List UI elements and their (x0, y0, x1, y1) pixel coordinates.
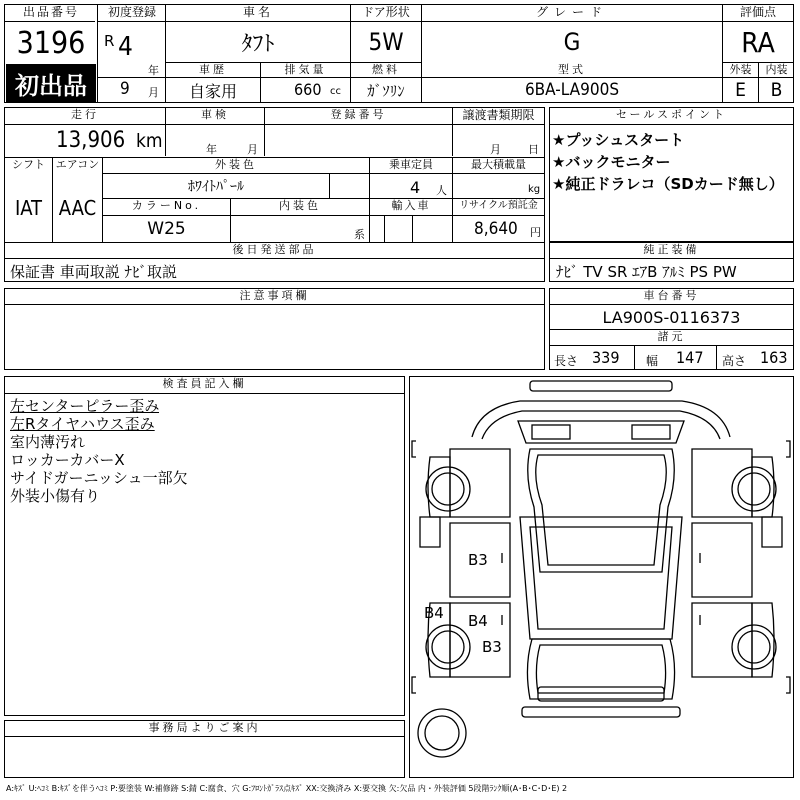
history-label: 車歴 (199, 63, 227, 76)
width-value: 147 (676, 348, 704, 367)
docs-value: 保証書 車両取説 ﾅﾋﾞ取説 (10, 263, 178, 281)
score-label: 評価点 (739, 5, 776, 19)
inspection-month-unit: 月 (247, 143, 258, 156)
notes-label: 注意事項欄 (239, 289, 310, 302)
chassis-label: 車台番号 (643, 289, 700, 302)
exterior-label: 外装 (729, 63, 752, 76)
model-label: 型式 (558, 63, 586, 76)
door-label: ドア形状 (362, 5, 410, 19)
height-label: 高さ (722, 354, 747, 368)
reg-year-unit: 年 (148, 64, 159, 77)
model-value: 6BA-LA900S (524, 80, 620, 100)
reg-year: 4 (118, 32, 133, 62)
inspector-line-5: サイドガーニッシュ一部欠 (10, 469, 188, 487)
first-listing-badge: 初出品 (6, 64, 96, 102)
office-label: 事務局よりご案内 (148, 721, 261, 734)
mileage-value: 13,906 (56, 128, 126, 153)
door-type: 5W (368, 28, 404, 56)
damage-mark-b3-front: B3 (468, 551, 488, 569)
interior-color-unit: 系 (354, 228, 365, 241)
reg-era: R (104, 32, 115, 50)
color-no-label: カラーNo. (131, 199, 202, 212)
spec-label: 諸元 (657, 330, 686, 343)
length-label: 長さ (554, 354, 579, 368)
damage-mark-b4-side: B4 (424, 604, 444, 622)
inspection-label: 車検 (201, 108, 229, 121)
lot-label: 出品番号 (22, 5, 79, 19)
color-value: ﾎﾜｲﾄﾊﾟｰﾙ (188, 179, 244, 195)
inspector-label: 検査員記入欄 (162, 377, 247, 390)
capacity-value: 4 (410, 178, 421, 197)
color-no-value: W25 (147, 219, 186, 239)
transfer-month-unit: 月 (490, 143, 501, 156)
displacement-value: 660 (294, 80, 322, 99)
car-name: ﾀﾌﾄ (241, 31, 275, 57)
inspector-line-1: 左センターピラー歪み (10, 397, 160, 415)
equipment-label: 純正装備 (643, 243, 700, 256)
recycle-label: リサイクル預託金 (459, 200, 538, 211)
inspection-year-unit: 年 (206, 143, 217, 156)
ac-label: エアコン (55, 158, 100, 171)
load-label: 最大積載量 (471, 158, 526, 171)
capacity-label: 乗車定員 (389, 158, 433, 171)
score-value: RA (741, 25, 775, 59)
sales-point-1: ★プッシュスタート (552, 131, 685, 149)
color-label: 外装色 (215, 158, 257, 171)
lot-number: 3196 (16, 25, 86, 61)
interior-color-label: 内装色 (279, 199, 321, 212)
chassis-number: LA900S-0116373 (602, 307, 741, 327)
mileage-unit: km (136, 130, 163, 152)
inspector-line-6: 外装小傷有り (10, 487, 101, 505)
interior-label: 内装 (765, 63, 788, 76)
sales-label: セールスポイント (615, 108, 727, 121)
transfer-label: 譲渡書類期限 (462, 108, 535, 122)
reg-month-unit: 月 (148, 86, 159, 99)
car-diagram (410, 377, 793, 777)
displacement-unit: cc (330, 86, 341, 97)
length-value: 339 (592, 348, 620, 367)
shift-value: IAT (14, 196, 43, 220)
recycle-value: 8,640 (474, 219, 518, 239)
import-label: 輸入車 (391, 199, 431, 212)
history-value: 自家用 (188, 81, 237, 101)
height-value: 163 (760, 348, 788, 367)
car-name-label: 車名 (242, 5, 273, 19)
damage-mark-b4-rear: B4 (468, 612, 488, 630)
docs-label: 後日発送部品 (232, 243, 317, 256)
shift-label: シフト (12, 158, 45, 171)
recycle-unit: 円 (530, 226, 541, 239)
equipment-items: ﾅﾋﾞ TV SR ｴｱB ｱﾙﾐ PS PW (556, 263, 737, 281)
reg-label: 初度登録 (107, 5, 156, 19)
width-label: 幅 (646, 354, 659, 368)
fuel-value: ｶﾞｿﾘﾝ (367, 81, 405, 100)
inspector-line-4: ロッカーカバーX (10, 451, 125, 469)
mileage-label: 走行 (71, 108, 99, 121)
inspector-line-2: 左Rタイヤハウス歪み (10, 415, 155, 433)
plate-label: 登録番号 (330, 108, 387, 121)
grade-label: グレード (535, 5, 608, 19)
grade-value: G (563, 28, 581, 56)
fuel-label: 燃料 (372, 63, 400, 76)
transfer-day-unit: 日 (528, 143, 539, 156)
reg-month: 9 (120, 79, 130, 99)
ac-value: AAC (58, 196, 97, 220)
load-unit: kg (528, 184, 541, 195)
interior-grade: B (770, 79, 783, 101)
capacity-unit: 人 (436, 184, 447, 197)
legend-text: A:ｷｽﾞ U:ﾍｺﾐ B:ｷｽﾞを伴うﾍｺﾐ P:要塗装 W:補修跡 S:錆 C:腐食、穴 G:ﾌﾛﾝﾄｶﾞﾗｽ点ｷｽﾞ XX:交換済み X:要交換 欠:欠品 内・外装評価 5段階ﾗﾝｸ順(A･B･C･D･E) 2 (6, 784, 568, 793)
inspector-line-3: 室内薄汚れ (10, 433, 86, 451)
exterior-grade: E (735, 79, 746, 101)
sales-point-2: ★バックモニター (552, 153, 671, 171)
damage-mark-b3-rear: B3 (482, 638, 502, 656)
displacement-label: 排気量 (284, 63, 327, 76)
sales-point-3: ★純正ドラレコ（SDカード無し） (552, 175, 784, 193)
